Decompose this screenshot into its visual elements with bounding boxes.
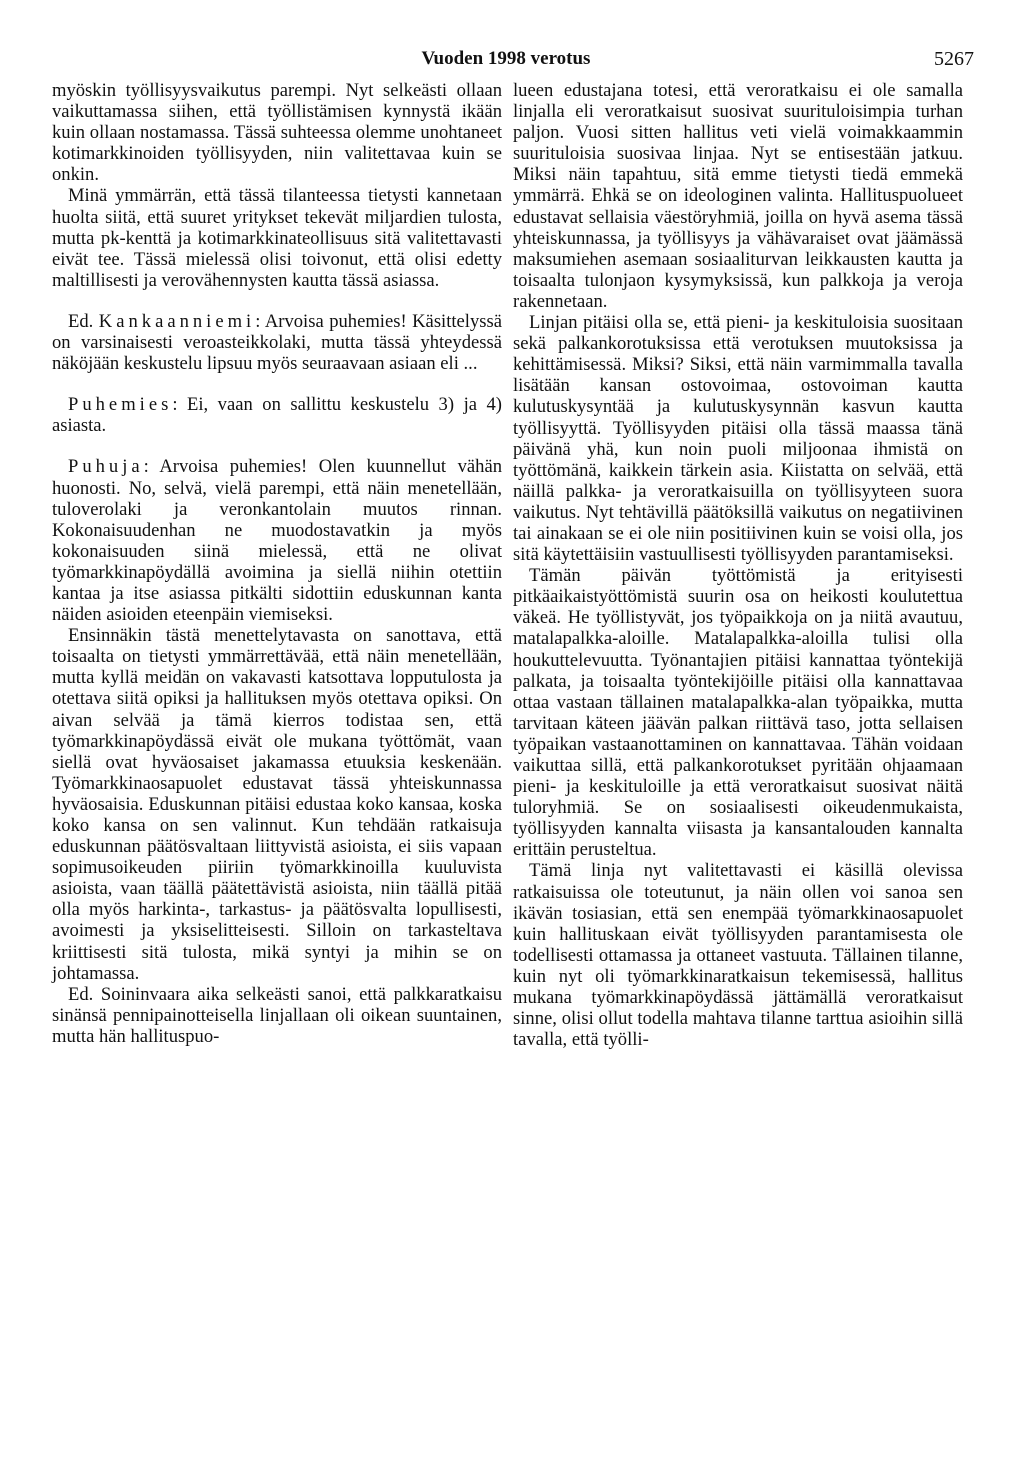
left-column (52, 80, 502, 1047)
paragraph: Ed. Soininvaara aika selkeästi sanoi, että palkkaratkaisu sinänsä pennipainotteisella linjallaan oli oikean suuntainen, mutta hän hallituspuo- (52, 983, 502, 1047)
paragraph: Linjan pitäisi olla se, että pieni- ja keskituloisia suositaan sekä palkankorotuksissa että verotuksen muutoksissa ja kehittämisessä. Miksi? Siksi, että näin varmimmalla tavalla lisätään kansan ostovoimaa, ostovoiman kautta kulutuskysyntää ja kulutuskysynnän kasvun kautta työllisyyttä. Työllisyyden pitäisi olla tässä maassa tänä päivänä yhä, kun noin puoli miljoonaa ihmistä on työttömänä, kaikkein tärkein asia. Kiistatta on selvää, että näillä palkka- ja veroratkaisuilla on työllisyyteen suora vaikutus. Nyt tehtävillä päätöksillä vaikutus on negatiivinen tai ainakaan se ei ole niin positiivinen kuin se voisi olla, jos sitä käytettäisiin vastuullisesti työllisyyden parantamiseksi. (513, 312, 963, 566)
speaker-name: Kankaanniemi (98, 310, 256, 332)
running-title: Vuoden 1998 verotus (421, 48, 591, 69)
speaker-name: Puhemies (68, 394, 173, 416)
paragraph: Tämän päivän työttömistä ja erityisesti pitkäaikaistyöttömistä suurin osa on heikosti koulutettua väkeä. He työllistyvät, jos työpaikkoja on ja niitä avautuu, matalapalkka-aloille. Matalapalkka-aloilla tulisi olla houkuttelevuutta. Työnantajien pitäisi kannattaa työntekijä palkata, ja toisaalta työntekijöille pitäisi olla kannattavaa ottaa vastaan tällainen matalapalkka-alan työpaikka, mutta tarvitaan käteen jäävän palkan riittävä taso, jotta sellaisen työpaikan vastaanottaminen on kannattavaa. Tähän voidaan vaikuttaa sillä, että palkankorotukset pyritään ohjaamaan pieni- ja keskituloille ja että veroratkaisut suosivat näitä tuloryhmiä. Se on sosiaalisesti oikeudenmukaista, työllisyyden kannalta viisasta ja kansantalouden kannalta erittäin perusteltua. (513, 565, 963, 861)
page-number: 5267 (934, 48, 974, 70)
speech-text: : Arvoisa puhemies! Olen kuunnellut vähän huonosti. No, selvä, vielä parempi, että näin menetellään, tuloverolaki ja veronkantolain muutos rinnan. Kokonaisuudenhan ne muodostavatkin ja myös kokonaisuuden siinä mielessä, että ne olivat työmarkkinapöydällä avoimina ja siellä niihin otettiin kantaa ja itse asiassa pitkälti sidottiin eduskunnan kanta näiden asioiden eteenpäin viemiseksi. (52, 456, 502, 626)
paragraph: lueen edustajana totesi, että veroratkaisu ei ole samalla linjalla eli veroratkaisut suosivat suurituloisimpia turhan paljon. Vuosi sitten hallitus veti vielä voimakkaammin suurituloisia suosivaa linjaa. Nyt se entisestään jatkuu. Miksi näin tapahtuu, sitä emme tietysti tiedä emmekä ymmärrä. Ehkä se on ideologinen valinta. Hallituspuolueet edustavat sellaisia väestöryhmiä, joilla on hyvä asema tässä yhteiskunnassa, ja työllisyys ja vähävaraiset ovat jäämässä maksumiehen asemaan sosiaaliturvan leikkausten kautta ja toisaalta tulonjaon kysymyksissä, kun palkkoja ja veroja rakennetaan. (513, 80, 963, 312)
speech-text: : Ei, vaan on sallittu keskustelu 3) ja 4) asiasta. (52, 394, 502, 437)
page-header (38, 44, 974, 74)
speaker-paragraph (52, 394, 502, 436)
paragraph: myöskin työllisyysvaikutus parempi. Nyt selkeästi ollaan vaikuttamassa siihen, että työllistämisen kynnystä ikään kuin ollaan nostamassa. Tässä suhteessa olemme unohtaneet kotimarkkinoiden työllisyyden, niin valitettavaa kuin se onkin. (52, 80, 502, 186)
paragraph: Minä ymmärrän, että tässä tilanteessa tietysti kannetaan huolta siitä, että suuret yritykset tekevät miljardien tulosta, mutta pk-kenttä ja kotimarkkinateollisuus sitä valitettavasti eivät tee. Tässä mielessä olisi toivonut, että olisi edetty maltillisesti ja verovähennysten kautta tässä asiassa. (52, 185, 502, 291)
right-column (513, 80, 963, 1050)
speaker-name: Puhuja (68, 456, 144, 478)
paragraph: Ensinnäkin tästä menettelytavasta on sanottava, että toisaalta on tietysti ymmärrettävää, että näin menetellään, mutta kyllä meidän on vakavasti katsottava lopputulosta ja otettava siitä opiksi ja hallituksen myös otettava opiksi. On aivan selvää ja tämä kierros todistaa sen, että työmarkkinapöydässä eivät ole mukana työttömät, vaan siellä ovat hyväosaiset jakamassa etuuksia keskenään. Työmarkkinaosapuolet edustavat tässä yhteiskunnassa hyväosaisia. Eduskunnan pitäisi edustaa koko kansaa, koska koko kansa on sen valinnut. Kun tehdään ratkaisuja eduskunnan päätösvaltaan liittyvistä asioista, ei siis vapaan sopimusoikeuden piiriin työmarkkinoilla kuuluvista asioista, vaan täällä päätettävistä asioista, niin täällä pitää olla myös harkinta-, tarkastus- ja päätösvalta lopullisesti, avoimesti ja yksiselitteisesti. Silloin on tarkasteltava kriittisesti sitä tulosta, mikä syntyi ja mihin se on johtamassa. (52, 625, 502, 984)
speech-text: : Arvoisa puhemies! Käsittelyssä on varsinaisesti veroasteikkolaki, mutta tässä yhteydessä näköjään keskustelu lipsuu myös seuraavaan asiaan eli ... (52, 310, 502, 375)
speaker-paragraph (52, 456, 502, 625)
paragraph: Tämä linja nyt valitettavasti ei käsillä olevissa ratkaisuissa ole toteutunut, ja näin ollen voi sanoa sen ikävän tosiasian, että sen enempää työmarkkinaosapuolet kuin hallituskaan eivät työllisyyden parantamisesta ole todellisesti ottamassa ja ottaneet vastuuta. Tällainen tilanne, kuin nyt oli työmarkkinaratkaisun tekemisessä, hallitus mukana työmarkkinapöydässä jättämällä veroratkaisut sinne, olisi ollut todella mahtava tilanne tarttua asioihin sillä tavalla, että työlli- (513, 860, 963, 1051)
speaker-paragraph (52, 311, 502, 374)
speaker-prefix: Ed. (68, 310, 94, 332)
